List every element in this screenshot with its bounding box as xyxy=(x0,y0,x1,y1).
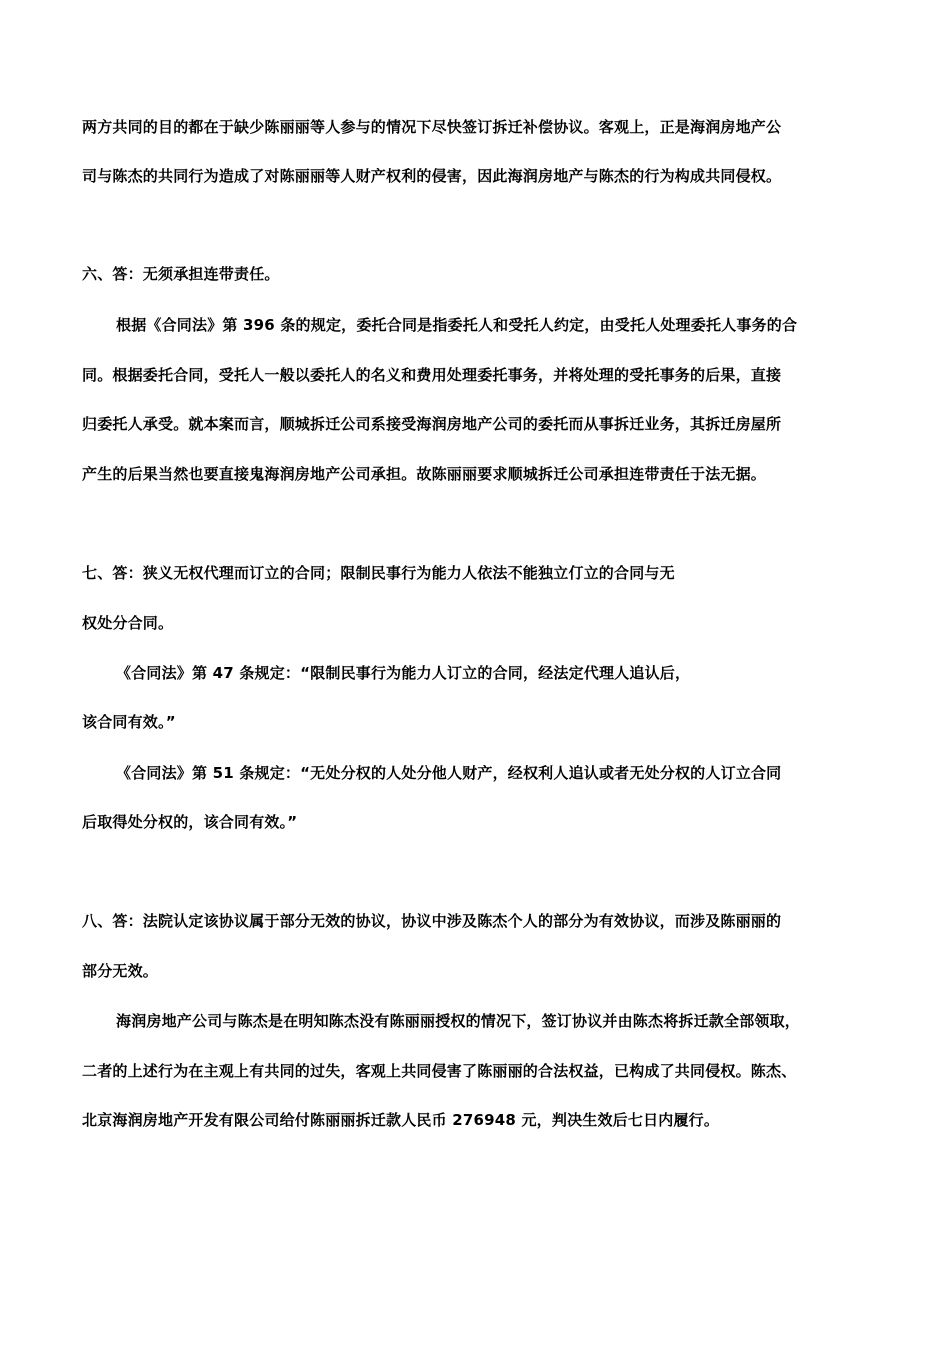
paragraph-line: 海润房地产公司与陈杰是在明知陈杰没有陈丽丽授权的情况下，签订协议并由陈杰将拆迁款全部领取， xyxy=(116,1012,801,1030)
paragraph-line: 归委托人承受。就本案而言，顺城拆迁公司系接受海润房地产公司的委托而从事拆迁业务，其拆迁房屋所 xyxy=(82,415,782,433)
paragraph-line: 两方共同的目的都在于缺少陈丽丽等人参与的情况下尽快签订拆迁补偿协议。客观上，正是海润房地产公 xyxy=(82,118,782,136)
paragraph-line: 司与陈杰的共同行为造成了对陈丽丽等人财产权利的侵害，因此海润房地产与陈杰的行为构成共同侵权。 xyxy=(82,167,782,185)
paragraph-line: 产生的后果当然也要直接鬼海润房地产公司承担。故陈丽丽要求顺城拆迁公司承担连带责任于法无据。 xyxy=(82,465,767,483)
section-heading-eight: 八、答：法院认定该协议属于部分无效的协议，协议中涉及陈杰个人的部分为有效协议，而涉及陈丽丽的 xyxy=(82,912,782,930)
paragraph-line: 根据《合同法》第 396 条的规定，委托合同是指委托人和受托人约定，由受托人处理委托人事务的合 xyxy=(116,316,798,334)
section-heading-six: 六、答：无须承担连带责任。 xyxy=(82,265,280,283)
paragraph-line: 北京海润房地产开发有限公司给付陈丽丽拆迁款人民币 276948 元，判决生效后七日内履行。 xyxy=(82,1111,720,1129)
paragraph-line: 该合同有效。” xyxy=(82,713,176,731)
paragraph-line: 《合同法》第 51 条规定：“无处分权的人处分他人财产，经权利人追认或者无处分权的人订立合同 xyxy=(116,764,782,782)
paragraph-line: 权处分合同。 xyxy=(82,614,174,632)
paragraph-line: 同。根据委托合同，受托人一般以委托人的名义和费用处理委托事务，并将处理的受托事务的后果，直接 xyxy=(82,366,782,384)
section-heading-seven: 七、答：狭义无权代理而订立的合同；限制民事行为能力人依法不能独立仃立的合同与无 xyxy=(82,564,675,582)
paragraph-line: 部分无效。 xyxy=(82,962,159,980)
paragraph-line: 二者的上述行为在主观上有共同的过失，客观上共同侵害了陈丽丽的合法权益，已构成了共同侵权。陈杰、 xyxy=(82,1062,797,1080)
paragraph-line: 后取得处分权的，该合同有效。” xyxy=(82,813,298,831)
paragraph-line: 《合同法》第 47 条规定：“限制民事行为能力人订立的合同，经法定代理人追认后， xyxy=(116,664,691,682)
